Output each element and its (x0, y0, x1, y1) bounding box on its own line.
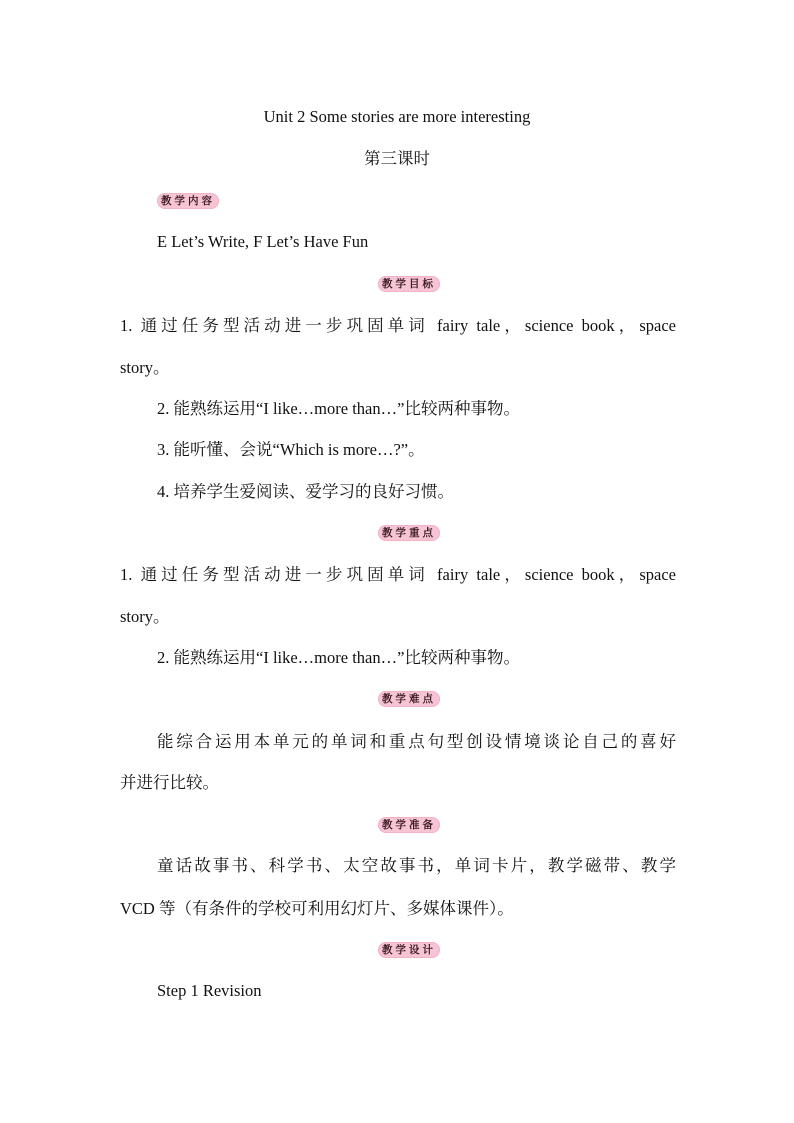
design-step-1: Step 1 Revision (157, 981, 262, 1000)
goal-item-1-line-1: 1. 通过任务型活动进一步巩固单词 fairy tale，science book，space (120, 316, 676, 335)
section-badge-preparation: 教学准备 (378, 817, 440, 833)
section-badge-key-points: 教学重点 (378, 525, 440, 541)
section-badge-difficulties: 教学难点 (378, 691, 440, 707)
section-badge-design: 教学设计 (378, 942, 440, 958)
key-point-1-line-1: 1. 通过任务型活动进一步巩固单词 fairy tale，science book，space (120, 565, 676, 584)
section-badge-content: 教学内容 (157, 193, 219, 209)
preparation-line-2: VCD 等（有条件的学校可利用幻灯片、多媒体课件）。 (120, 899, 514, 918)
difficulty-line-1: 能综合运用本单元的单词和重点句型创设情境谈论自己的喜好 (157, 732, 676, 751)
lesson-subtitle: 第三课时 (364, 149, 430, 168)
goal-item-4: 4. 培养学生爱阅读、爱学习的良好习惯。 (157, 482, 454, 501)
difficulty-line-2: 并进行比较。 (120, 773, 219, 792)
goal-item-1-line-2: story。 (120, 358, 170, 377)
section-badge-goals: 教学目标 (378, 276, 440, 292)
key-point-1-line-2: story。 (120, 607, 170, 626)
document-title: Unit 2 Some stories are more interesting (263, 107, 531, 126)
preparation-line-1: 童话故事书、科学书、太空故事书，单词卡片，教学磁带、教学 (157, 856, 676, 875)
goal-item-3: 3. 能听懂、会说“Which is more…?”。 (157, 440, 425, 459)
key-point-2: 2. 能熟练运用“I like…more than…”比较两种事物。 (157, 648, 520, 667)
goal-item-2: 2. 能熟练运用“I like…more than…”比较两种事物。 (157, 399, 520, 418)
content-text: E Let’s Write, F Let’s Have Fun (157, 232, 369, 251)
